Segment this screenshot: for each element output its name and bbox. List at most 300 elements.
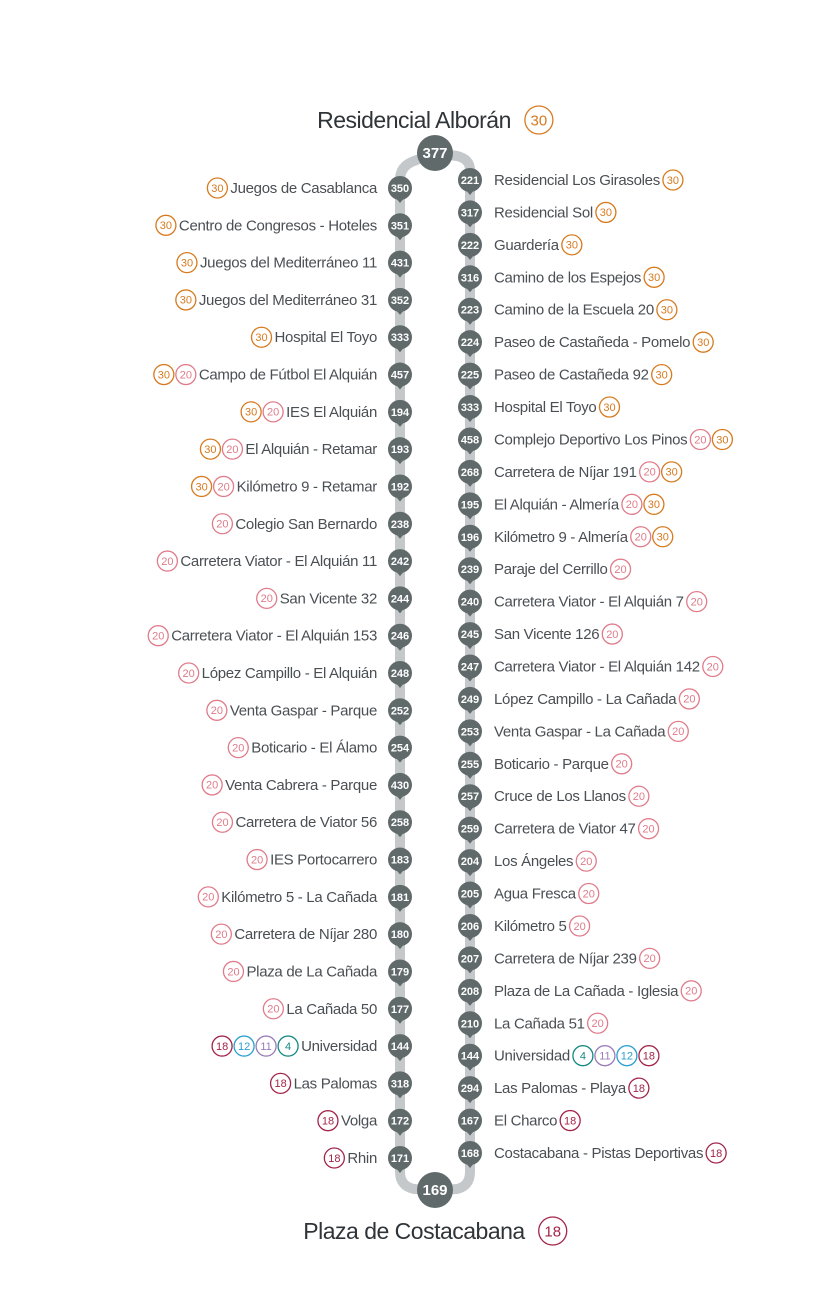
line-20-badge: [611, 559, 631, 579]
line-badge-number: 20: [606, 628, 619, 641]
left-stop-row[interactable]: [212, 512, 412, 539]
right-stop-row[interactable]: [458, 849, 596, 876]
stop-name: Carretera de Níjar 191: [494, 463, 637, 481]
stop-number: 238: [390, 518, 410, 531]
stop-number: 430: [390, 779, 410, 792]
stop-name: Las Palomas - Playa: [494, 1080, 626, 1098]
line-30-badge: [177, 253, 197, 273]
left-stop-row[interactable]: [257, 586, 412, 613]
line-badge-number: 11: [260, 1040, 272, 1053]
line-20-badge: [263, 402, 283, 422]
right-stop-row[interactable]: [458, 492, 664, 519]
stop-number: 194: [390, 406, 410, 419]
left-stop-row[interactable]: [200, 437, 412, 464]
stop-marker[interactable]: [458, 168, 482, 195]
stop-name: Juegos del Mediterráneo 31: [198, 291, 377, 309]
left-stop-row[interactable]: [241, 400, 412, 427]
right-stop-row[interactable]: [458, 525, 673, 552]
stop-number: 179: [390, 966, 410, 979]
line-20-badge: [639, 819, 659, 839]
stop-marker[interactable]: [388, 885, 412, 912]
right-stop-row[interactable]: [458, 752, 632, 779]
stop-marker[interactable]: [458, 492, 482, 519]
line-badge-number: 20: [267, 406, 280, 419]
stop-marker[interactable]: [388, 997, 412, 1024]
stop-marker[interactable]: [458, 946, 482, 973]
line-20-badge: [148, 626, 168, 646]
stop-number: 258: [390, 817, 410, 830]
stop-marker[interactable]: [458, 849, 482, 876]
stop-name: Carretera de Viator 47: [494, 820, 636, 838]
stop-number: 193: [390, 444, 410, 457]
stop-name: La Cañada 51: [494, 1015, 585, 1033]
stop-number: 257: [460, 791, 480, 804]
line-badge-number: 18: [321, 1115, 335, 1128]
stop-name: Los Ángeles: [494, 853, 574, 871]
line-badge-number: 18: [328, 1152, 341, 1165]
stop-name: Complejo Deportivo Los Pinos: [494, 431, 688, 449]
right-stop-row[interactable]: [458, 200, 616, 227]
stop-marker[interactable]: [388, 848, 412, 875]
line-badge-number: 30: [656, 531, 669, 544]
line-20-badge: [690, 429, 710, 449]
right-stop-row[interactable]: [458, 622, 622, 649]
right-stop-row[interactable]: [458, 590, 707, 617]
line-20-badge: [228, 738, 248, 758]
left-stop-row[interactable]: [271, 1071, 412, 1098]
left-stop-row[interactable]: [212, 1034, 412, 1061]
stop-name: Carretera Viator - El Alquián 142: [494, 658, 700, 676]
stop-name: Campo de Fútbol El Alquián: [198, 366, 377, 384]
line-18-badge: [629, 1078, 649, 1098]
stop-marker[interactable]: [388, 773, 412, 800]
stop-number: 431: [390, 257, 410, 270]
line-badge-number: 18: [642, 1050, 656, 1063]
line-20-badge: [222, 439, 242, 459]
line-12-badge: [617, 1046, 637, 1066]
line-badge-number: 30: [245, 406, 258, 419]
line-badge-number: 20: [232, 742, 245, 755]
line-badge-number: 30: [159, 220, 173, 233]
line-30-badge: [154, 365, 174, 385]
line-30-badge: [693, 332, 713, 352]
stop-name: Juegos de Casablanca: [230, 180, 377, 197]
stop-number: 255: [460, 758, 480, 771]
right-stop-row[interactable]: [458, 687, 699, 714]
stop-marker[interactable]: [388, 1109, 412, 1136]
stop-marker[interactable]: [458, 460, 482, 487]
line-20-badge: [212, 812, 232, 832]
stop-marker[interactable]: [458, 979, 482, 1006]
line-30-badge: [200, 439, 220, 459]
line-20-badge: [157, 551, 177, 571]
line-18-badge: [271, 1073, 291, 1093]
line-badge-number: 20: [625, 499, 639, 512]
left-stop-row[interactable]: [252, 325, 412, 352]
stop-marker[interactable]: [458, 265, 482, 292]
right-stop-row[interactable]: [458, 395, 619, 422]
stop-number: 223: [460, 304, 480, 317]
stop-marker[interactable]: [458, 557, 482, 584]
stop-number: 207: [460, 953, 480, 966]
stop-number: 249: [460, 693, 480, 706]
stop-number: 167: [460, 1115, 480, 1128]
right-stop-row[interactable]: [458, 1109, 580, 1136]
left-stop-row[interactable]: [223, 959, 412, 986]
stop-name: El Alquián - Retamar: [245, 441, 377, 459]
line-20-badge: [629, 786, 649, 806]
stop-number: 240: [460, 596, 480, 609]
stop-marker[interactable]: [458, 298, 482, 325]
stop-marker[interactable]: [458, 1141, 482, 1168]
stop-marker[interactable]: [458, 1109, 482, 1136]
right-stop-row[interactable]: [458, 784, 649, 811]
line-30-badge: [652, 365, 672, 385]
line-20-badge: [214, 476, 234, 496]
right-stop-row[interactable]: [458, 363, 672, 390]
line-20-badge: [176, 365, 196, 385]
line-18-badge: [324, 1148, 344, 1168]
left-stop-row[interactable]: [177, 251, 412, 278]
right-stop-row[interactable]: [458, 655, 723, 682]
stop-marker[interactable]: [388, 549, 412, 576]
line-30-badge: [176, 290, 196, 310]
stop-marker[interactable]: [388, 736, 412, 763]
stop-number: 247: [460, 661, 480, 674]
left-stop-row[interactable]: [207, 698, 412, 725]
stop-marker[interactable]: [388, 400, 412, 427]
line-badge-number: 4: [579, 1050, 586, 1063]
stop-name: La Cañada 50: [286, 1000, 377, 1018]
line-badge-number: 20: [227, 966, 240, 979]
line-badge-number: 30: [530, 112, 548, 130]
stop-marker[interactable]: [458, 752, 482, 779]
line-badge-number: 30: [697, 336, 710, 349]
stop-marker[interactable]: [388, 1034, 412, 1061]
stop-name: Plaza de La Cañada - Iglesia: [494, 982, 679, 1000]
line-20-badge: [570, 916, 590, 936]
stop-marker[interactable]: [388, 586, 412, 613]
stop-marker[interactable]: [388, 437, 412, 464]
line-badge-number: 30: [599, 207, 613, 220]
left-stop-row[interactable]: [247, 848, 412, 875]
line-30-badge: [562, 235, 582, 255]
stop-name: Kilómetro 9 - Almería: [494, 528, 628, 546]
stop-number: 352: [390, 294, 410, 307]
left-stop-row[interactable]: [148, 624, 412, 651]
line-18-badge: [560, 1111, 580, 1131]
stop-number: 221: [460, 175, 480, 187]
stop-name: Carretera Viator - El Alquián 7: [494, 593, 684, 611]
stop-name: Residencial Sol: [494, 204, 593, 222]
left-stop-row[interactable]: [179, 661, 412, 688]
stop-name: IES Portocarrero: [270, 851, 377, 869]
line-badge-number: 20: [267, 1003, 280, 1016]
stop-number: 259: [460, 823, 480, 836]
right-stop-row[interactable]: [458, 265, 664, 292]
stop-marker[interactable]: [458, 590, 482, 617]
right-stop-row[interactable]: [458, 233, 582, 260]
stop-number: 183: [390, 854, 410, 867]
right-stop-row[interactable]: [458, 460, 682, 487]
line-30-badge: [207, 178, 227, 198]
left-stop-row[interactable]: [324, 1146, 412, 1173]
stop-number: 333: [460, 402, 480, 415]
stop-marker[interactable]: [458, 817, 482, 844]
stop-marker[interactable]: [458, 233, 482, 260]
line-badge-number: 20: [152, 630, 165, 643]
stop-name: Venta Gaspar - Parque: [229, 702, 377, 720]
stop-number: 196: [460, 531, 480, 544]
right-stop-row[interactable]: [458, 1044, 659, 1071]
right-stop-row[interactable]: [458, 557, 631, 584]
stop-name: Carretera de Níjar 239: [494, 950, 637, 968]
terminal-stop-number: 377: [422, 145, 448, 162]
line-20-badge: [579, 884, 599, 904]
line-badge-number: 20: [206, 779, 219, 792]
line-badge-number: 20: [202, 891, 215, 904]
line-20-badge: [679, 689, 699, 709]
stop-name: Venta Cabrera - Parque: [225, 776, 377, 794]
stop-marker[interactable]: [458, 784, 482, 811]
stop-number: 205: [460, 888, 480, 901]
stop-name: Volga: [340, 1112, 377, 1130]
left-stop-row[interactable]: [318, 1109, 412, 1136]
stop-name: Camino de los Espejos: [494, 269, 642, 287]
stop-name: San Vicente 126: [494, 626, 600, 644]
stop-marker[interactable]: [458, 882, 482, 909]
stop-number: 268: [460, 466, 480, 479]
line-badge-number: 20: [706, 661, 719, 674]
stop-marker[interactable]: [388, 363, 412, 390]
left-stop-row[interactable]: [207, 176, 412, 203]
stop-number: 316: [460, 272, 480, 285]
stop-number: 180: [390, 929, 410, 942]
line-badge-number: 30: [195, 481, 208, 494]
terminal-bottom[interactable]: [303, 1172, 566, 1245]
stop-marker[interactable]: [388, 288, 412, 315]
right-stop-row[interactable]: [458, 979, 701, 1006]
stop-marker[interactable]: [458, 363, 482, 390]
line-20-badge: [622, 494, 642, 514]
line-30-badge: [596, 202, 616, 222]
left-stop-row[interactable]: [156, 213, 412, 240]
stop-number: 222: [460, 239, 480, 252]
line-badge-number: 20: [260, 593, 273, 606]
right-stop-row[interactable]: [458, 817, 659, 844]
stop-number: 172: [390, 1115, 410, 1128]
line-badge-number: 20: [215, 928, 228, 941]
stop-number: 317: [460, 207, 480, 220]
left-stop-row[interactable]: [157, 549, 412, 576]
stop-number: 206: [460, 920, 480, 933]
left-stop-row[interactable]: [154, 363, 412, 390]
line-badge-number: 20: [634, 531, 647, 544]
line-18-badge: [212, 1036, 232, 1056]
stop-number: 254: [390, 742, 410, 755]
stop-marker[interactable]: [388, 213, 412, 240]
stop-marker[interactable]: [388, 959, 412, 986]
line-badge-number: 30: [666, 174, 680, 187]
line-badge-number: 20: [694, 434, 707, 447]
line-18-badge: [539, 1217, 567, 1245]
stop-marker[interactable]: [458, 655, 482, 682]
line-badge-number: 30: [655, 369, 668, 382]
line-badge-number: 20: [643, 953, 656, 966]
left-stop-row[interactable]: [176, 288, 412, 315]
stop-name: Universidad: [301, 1038, 377, 1056]
line-badge-number: 30: [648, 272, 661, 285]
line-30-badge: [599, 397, 619, 417]
stop-name: Venta Gaspar - La Cañada: [494, 723, 666, 741]
line-20-badge: [247, 850, 267, 870]
line-badge-number: 18: [632, 1082, 645, 1095]
stop-number: 245: [460, 629, 480, 642]
stop-marker[interactable]: [388, 698, 412, 725]
stop-marker[interactable]: [388, 325, 412, 352]
line-30-badge: [657, 300, 677, 320]
stop-marker[interactable]: [388, 624, 412, 651]
line-badge-number: 20: [226, 443, 239, 456]
right-stop-row[interactable]: [458, 719, 688, 746]
stop-number: 208: [460, 985, 480, 998]
line-badge-number: 20: [582, 888, 595, 901]
stop-name: Hospital El Toyo: [494, 399, 597, 417]
line-badge-number: 20: [683, 693, 696, 706]
line-badge-number: 30: [211, 182, 224, 195]
stop-number: 225: [460, 369, 480, 382]
left-stop-row[interactable]: [263, 997, 412, 1024]
line-20-badge: [257, 588, 277, 608]
line-18-badge: [318, 1111, 338, 1131]
left-stop-row[interactable]: [198, 885, 412, 912]
line-18-badge: [639, 1046, 659, 1066]
stop-marker[interactable]: [388, 922, 412, 949]
stop-name: Plaza de La Cañada: [246, 963, 377, 981]
stop-marker[interactable]: [458, 622, 482, 649]
right-stop-row[interactable]: [458, 1011, 608, 1038]
line-badge-number: 30: [603, 401, 616, 414]
line-badge-number: 4: [285, 1040, 292, 1053]
stop-number: 350: [390, 183, 410, 195]
stop-marker[interactable]: [458, 525, 482, 552]
right-stop-row[interactable]: [458, 427, 732, 454]
line-badge-number: 20: [672, 726, 685, 739]
line-badge-number: 30: [255, 332, 268, 345]
line-badge-number: 30: [665, 466, 678, 479]
line-badge-number: 18: [215, 1040, 229, 1053]
stop-name: Paseo de Castañeda - Pomelo: [494, 334, 691, 352]
stop-name: IES El Alquián: [286, 403, 377, 421]
line-18-badge: [706, 1143, 726, 1163]
stop-number: 318: [390, 1078, 410, 1091]
stop-marker[interactable]: [458, 1011, 482, 1038]
line-badge-number: 20: [614, 564, 627, 576]
line-badge-number: 20: [615, 758, 628, 771]
stop-marker[interactable]: [458, 200, 482, 227]
stop-name: Rhin: [347, 1150, 377, 1167]
line-20-badge: [640, 948, 660, 968]
line-20-badge: [681, 981, 701, 1001]
stop-number: 252: [390, 705, 410, 718]
right-stop-row[interactable]: [458, 946, 660, 973]
line-20-badge: [602, 624, 622, 644]
stop-name: Juegos del Mediterráneo 11: [199, 254, 377, 272]
stop-marker[interactable]: [388, 474, 412, 501]
stop-marker[interactable]: [388, 251, 412, 278]
line-12-badge: [234, 1036, 254, 1056]
line-30-badge: [644, 267, 664, 287]
line-badge-number: 20: [642, 823, 655, 836]
line-badge-number: 20: [161, 555, 174, 568]
terminal-stop-number: 169: [422, 1182, 448, 1199]
line-badge-number: 30: [565, 239, 578, 252]
stop-marker[interactable]: [388, 1071, 412, 1098]
right-stop-row[interactable]: [458, 1141, 726, 1168]
terminal-top[interactable]: [317, 106, 553, 171]
right-stop-row[interactable]: [458, 882, 599, 909]
left-stop-row[interactable]: [211, 922, 412, 949]
line-20-badge: [179, 663, 199, 683]
stop-name: Camino de la Escuela 20: [494, 301, 654, 319]
stop-number: 239: [460, 564, 480, 577]
stop-marker[interactable]: [458, 914, 482, 941]
left-stop-row[interactable]: [212, 810, 412, 837]
line-20-badge: [202, 775, 222, 795]
stop-number: 242: [390, 556, 410, 569]
right-stop-row[interactable]: [458, 914, 590, 941]
stop-marker[interactable]: [458, 395, 482, 422]
stop-marker[interactable]: [388, 512, 412, 539]
stop-marker[interactable]: [388, 810, 412, 837]
right-stop-row[interactable]: [458, 330, 713, 357]
stop-name: Universidad: [494, 1047, 570, 1065]
left-stop-row[interactable]: [192, 474, 412, 501]
line-30-badge: [525, 106, 553, 134]
stop-marker[interactable]: [458, 719, 482, 746]
stop-number: 210: [460, 1018, 480, 1031]
right-stop-row[interactable]: [458, 298, 677, 325]
right-stop-row[interactable]: [458, 1076, 649, 1103]
stop-name: Kilómetro 5: [494, 917, 567, 935]
stop-number: 204: [460, 856, 480, 869]
line-30-badge: [663, 170, 683, 190]
stop-marker[interactable]: [458, 427, 482, 454]
line-badge-number: 11: [599, 1050, 611, 1063]
right-stop-row[interactable]: [458, 168, 683, 195]
terminal-name: Plaza de Costacabana: [303, 1218, 525, 1244]
stop-marker[interactable]: [388, 661, 412, 688]
line-badge-number: 20: [643, 466, 656, 479]
stop-name: Carretera de Viator 56: [235, 814, 377, 832]
stop-name: Colegio San Bernardo: [235, 515, 377, 533]
line-badge-number: 18: [564, 1115, 577, 1128]
stop-number: 248: [390, 668, 410, 680]
stop-marker[interactable]: [458, 1076, 482, 1103]
stop-number: 457: [390, 369, 410, 382]
line-20-badge: [198, 887, 218, 907]
stop-marker[interactable]: [458, 330, 482, 357]
line-badge-number: 20: [210, 705, 223, 718]
line-20-badge: [687, 592, 707, 612]
stop-marker[interactable]: [458, 1044, 482, 1071]
stop-marker[interactable]: [458, 687, 482, 714]
stop-marker[interactable]: [388, 176, 412, 203]
stop-marker[interactable]: [388, 1146, 412, 1173]
left-stop-row[interactable]: [228, 736, 412, 763]
left-stop-row[interactable]: [202, 773, 412, 800]
line-badge-number: 20: [250, 854, 264, 867]
